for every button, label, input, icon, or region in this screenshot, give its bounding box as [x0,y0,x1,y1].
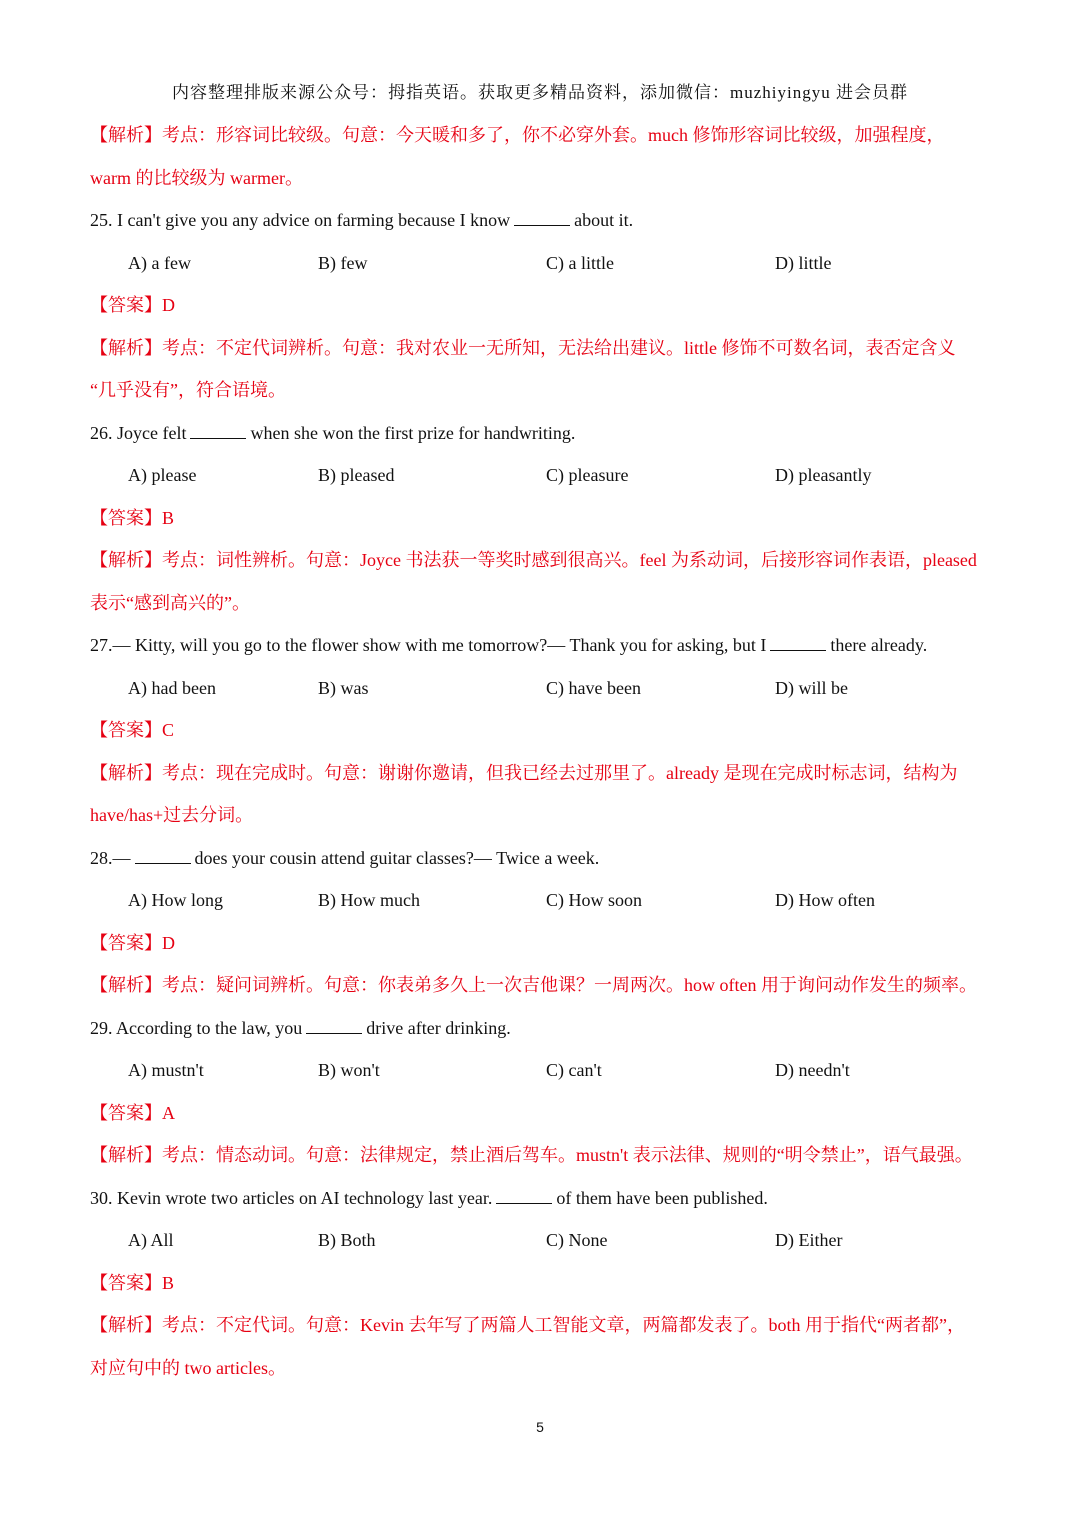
options-row [90,1219,1010,1262]
option-d: D) will be [775,677,848,698]
option-c: C) How soon [546,890,643,910]
explanation-line: 【解析】考点：不定代词辨析。句意：我对农业一无所知，无法给出建议。little 修饰不可数名词，表否定含义 [90,337,956,358]
explanation-line: 【解析】考点：词性辨析。句意：Joyce 书法获一等奖时感到很高兴。feel 为系动词，后接形容词作表语，pleased [90,550,977,570]
options-row [90,454,1010,497]
document-body [90,114,1010,1389]
option-a: A) mustn't [128,1060,204,1080]
option-c: C) have been [546,677,641,698]
question-stem: 28.— does your cousin attend guitar classes?— Twice a week. [90,847,600,868]
explanation-line: 【解析】考点：形容词比较级。句意：今天暖和多了，你不必穿外套。much 修饰形容词比较级，加强程度， [90,125,945,145]
explanation-line: warm 的比较级为 warmer。 [90,167,303,188]
option-d: D) little [775,252,832,273]
option-b: B) How much [318,890,420,910]
explanation-line: 【解析】考点：疑问词辨析。句意：你表弟多久上一次吉他课？一周两次。how often 用于询问动作发生的频率。 [90,975,977,995]
option-c: C) can't [546,1060,602,1080]
option-a: A) a few [128,252,191,273]
option-b: B) won't [318,1060,380,1080]
option-a: A) How long [128,890,223,910]
explanation-line: 【解析】考点：情态动词。句意：法律规定，禁止酒后驾车。mustn't 表示法律、规则的“明令禁止”，语气最强。 [90,1145,973,1165]
answer-line: 【答案】B [90,1272,175,1293]
option-a: A) All [128,1230,174,1250]
question-stem: 27.— Kitty, will you go to the flower show with me tomorrow?— Thank you for asking, but I there already. [90,635,928,655]
answer-blank [190,424,246,439]
answer-line: 【答案】A [90,1102,175,1123]
explanation-line: have/has+过去分词。 [90,805,254,825]
answer-line: 【答案】C [90,720,175,740]
option-c: C) None [546,1230,608,1250]
answer-blank [770,636,826,651]
answer-blank [135,849,191,864]
option-c: C) a little [546,252,614,273]
answer-line: 【答案】D [90,932,175,953]
explanation-line: 【解析】考点：不定代词。句意：Kevin 去年写了两篇人工智能文章，两篇都发表了。both 用于指代“两者都”， [90,1315,965,1335]
question-stem: 29. According to the law, you drive after drinking. [90,1017,511,1038]
options-row [90,1049,1010,1092]
option-b: B) pleased [318,465,395,485]
option-d: D) Either [775,1230,843,1250]
page-header: 内容整理排版来源公众号：拇指英语。获取更多精品资料，添加微信：muzhiyingyu 进会员群 [172,83,908,102]
option-d: D) How often [775,890,875,910]
explanation-line: 对应句中的 two articles。 [90,1357,286,1378]
answer-blank [306,1019,362,1034]
answer-blank [496,1189,552,1204]
answer-blank [514,211,570,226]
option-d: D) pleasantly [775,465,872,485]
options-row [90,242,1010,285]
explanation-line: “几乎没有”，符合语境。 [90,380,286,400]
options-row [90,879,1010,922]
question-stem: 25. I can't give you any advice on farming because I know about it. [90,210,634,230]
question-stem: 30. Kevin wrote two articles on AI technology last year. of them have been published. [90,1187,768,1208]
page-number: 5 [536,1419,544,1435]
option-b: B) was [318,677,369,698]
question-stem: 26. Joyce felt when she won the first prize for handwriting. [90,422,576,443]
option-a: A) please [128,465,197,485]
answer-line: 【答案】D [90,295,175,315]
option-b: B) few [318,252,368,273]
option-a: A) had been [128,677,216,698]
explanation-line: 表示“感到高兴的”。 [90,592,250,613]
option-b: B) Both [318,1230,376,1250]
options-row [90,667,1010,710]
answer-line: 【答案】B [90,507,175,528]
explanation-line: 【解析】考点：现在完成时。句意：谢谢你邀请，但我已经去过那里了。already 是现在完成时标志词，结构为 [90,762,958,783]
option-d: D) needn't [775,1060,850,1080]
option-c: C) pleasure [546,465,629,485]
